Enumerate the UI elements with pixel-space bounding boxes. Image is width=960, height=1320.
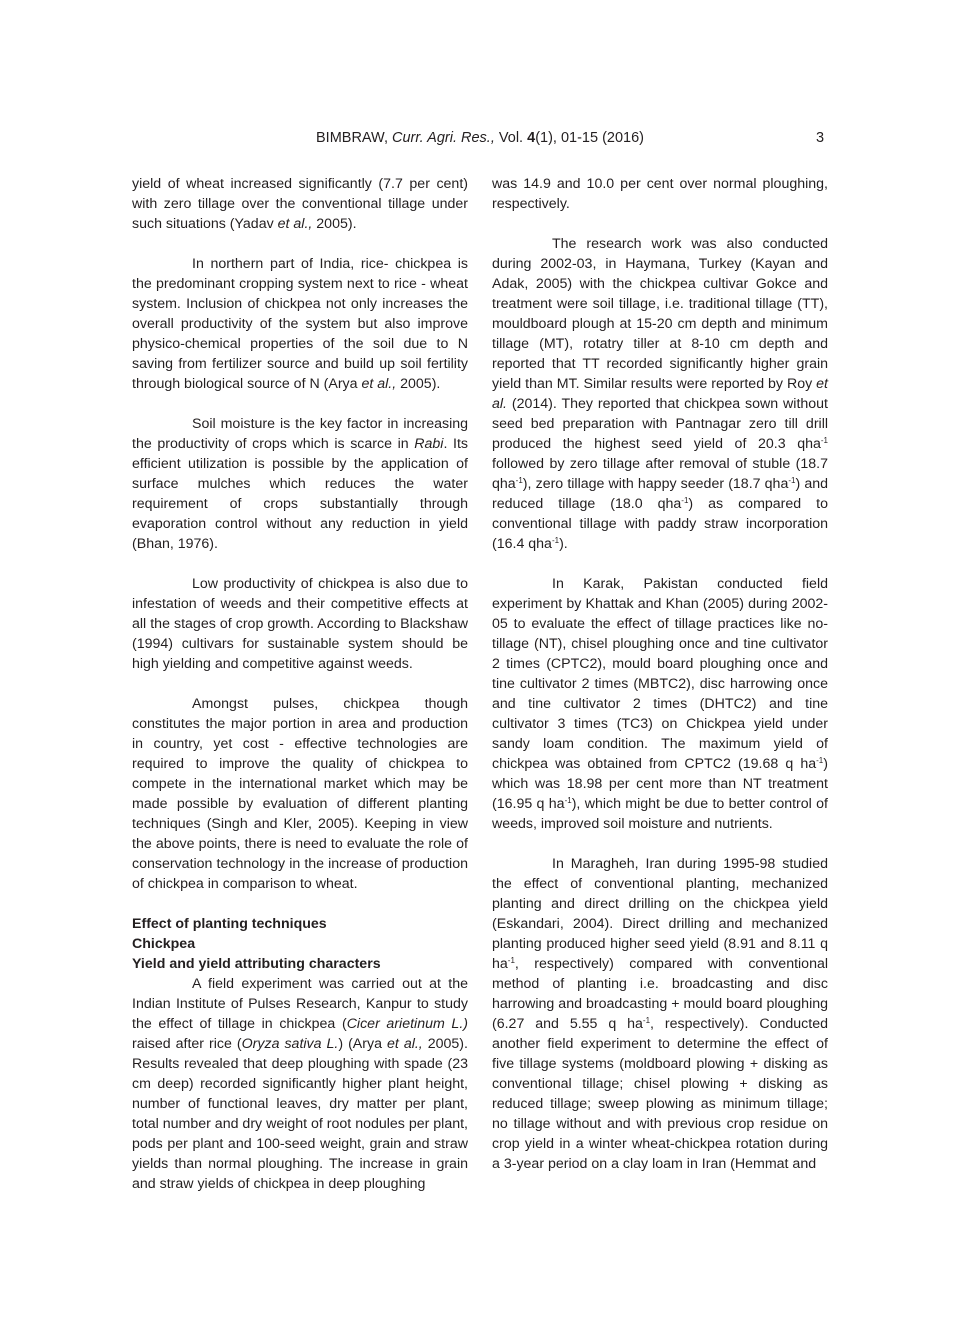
text: In Karak, Pakistan conducted field experiment by Khattak and Khan (2005) during 2002-05 to evaluate the effect of tillage practices like no-tillage (NT), chisel ploughing once and tine cultivator 2 times (CPTC2), mould board ploughing once and tine cultivator 2 times (MBTC2), disc harrowing once and tine cultivator 2 times (DHTC2) and tine cultivator 3 times (TC3) on Chickpea yield under sandy loam condition. The maximum yield of chickpea was obtained from CPTC2 (19.68 q ha [492,576,828,772]
paragraph [132,414,468,554]
text: ), which might be due to better control of weeds, improved soil moisture and nutrients. [492,796,828,832]
paragraph: Amongst pulses, chickpea though constitutes the major portion in area and production in country, yet cost - effective technologies are required to improve the quality of chickpea to compete in the international market which may be made possible by evaluation of different planting techniques (Singh and Kler, 2005). Keeping in view the above points, there is need to evaluate the role of conservation technology in the increase of production of chickpea in comparison to wheat. [132,696,468,892]
paragraph [132,974,468,1194]
text: Soil moisture is the key factor in increasing the productivity of crops which is scarce in [132,416,468,452]
text-italic: et al., [386,1036,423,1052]
text: yield of wheat increased significantly (7.7 per cent) with zero tillage over the conventional tillage under such situations (Yadav [132,176,468,232]
superscript: -1 [642,1016,651,1025]
header-journal: Curr. Agri. Res., [392,130,495,146]
text-italic: Rabi [414,436,444,452]
paragraph [492,854,828,1174]
text: In Maragheh, Iran during 1995-98 studied the effect of conventional planting, mechanized planting and direct drilling on the chickpea yield (Eskandari, 2004). Direct drilling and mechanized planting produced higher seed yield (8.91 and 8.11 q ha [492,856,828,972]
text: followed by zero tillage after removal of stuble (18.7 qha [492,456,828,492]
right-column [492,174,828,1174]
paragraph [492,574,828,834]
text: 2005). [312,216,357,232]
left-column [132,174,468,1194]
superscript: -1 [507,956,515,965]
paragraph [492,234,828,554]
section-heading: Effect of planting techniques [132,916,327,932]
paragraph [132,174,468,234]
text: ) which was 18.98 per cent more than NT treatment (16.95 q ha [492,756,828,812]
superscript: -1 [551,536,560,545]
paragraph: was 14.9 and 10.0 per cent over normal ploughing, respectively. [492,176,828,212]
text: ), zero tillage with happy seeder (18.7 qha [522,476,789,492]
text: (2014). They reported that chickpea sown without seed bed preparation with Pantnagar zero till drill produced the highest seed yield of 20.3 qha [492,396,828,452]
subsection-heading: Chickpea [132,936,196,952]
text: , respectively). Conducted another field experiment to determine the effect of five tillage systems (moldboard plowing + disking as conventional tillage; chisel plowing + disking as reduced tillage; sweep plowing as minimum tillage; no tillage without and with previous crop residue on crop yield in a winter wheat-chickpea rotation during a 3-year period on a clay loam in Iran (Hemmat and [492,1016,828,1172]
text: ). [559,536,568,552]
text: raised after rice ( [132,1036,242,1052]
text: , respectively) compared with conventional method of planting i.e. broadcasting and disc harrowing and broadcasting + mould board ploughing (6.27 and 5.55 q ha [492,956,828,1032]
text-italic: et al., [361,376,397,392]
superscript: -1 [515,476,523,485]
subsubsection-heading: Yield and yield attributing characters [132,956,381,972]
running-header [0,130,960,150]
text-italic: et al. [492,376,828,412]
text-italic: et al., [277,216,313,232]
text: ) as compared to conventional tillage with paddy straw incorporation (16.4 qha [492,496,828,552]
text: . Its efficient utilization is possible by the application of surface mulches which reduces the water requirement of crops substantially through evaporation control without any reduction in yield (Bhan, 1976). [132,436,468,552]
text: 2005). Results revealed that deep ploughing with spade (23 cm deep) recorded significantly higher plant height, number of functional leaves, dry matter per plant, total number and dry weight of root nodules per plant, pods per plant and 100-seed weight, grain and straw yields than normal ploughing. The increase in grain and straw yields of chickpea in deep ploughing [132,1036,468,1192]
superscript: -1 [816,756,824,765]
superscript: -1 [681,496,689,505]
text: The research work was also conducted during 2002-03, in Haymana, Turkey (Kayan and Adak, 2005) with the chickpea cultivar Gokce and treatment were soil tillage, i.e. traditional tillage (TT), mouldboard plough at 15-20 cm depth and minimum tillage (MT), rotatry tiller at 8-10 cm depth and reported that TT recorded significantly higher grain yield than MT. Similar results were reported by Roy [492,236,828,392]
header-issue-pages: (1), 01-15 (2016) [535,130,644,146]
text: In northern part of India, rice- chickpea is the predominant cropping system next to rice - wheat system. Inclusion of chickpea not only increases the overall productivity of the system but also improve physico-chemical properties of the soil due to N saving from fertilizer source and build up soil fertility through biological source of N (Arya [132,256,468,392]
text: A field experiment was carried out at the Indian Institute of Pulses Research, Kanpur to study the effect of tillage in chickpea ( [132,976,468,1032]
header-author: BIMBRAW, [316,130,392,146]
text: 2005). [396,376,441,392]
header-vol-number: 4 [527,130,536,146]
superscript: -1 [564,796,572,805]
superscript: -1 [820,436,828,445]
text: ) (Arya [338,1036,387,1052]
page-number: 3 [816,130,825,146]
paragraph [132,254,468,394]
paragraph: Low productivity of chickpea is also due to infestation of weeds and their competitive effects at all the stages of crop growth. According to Blackshaw (1994) cultivars for sustainable system should be high yielding and competitive against weeds. [132,576,468,672]
text-italic: Cicer arietinum L.) [346,1016,468,1032]
text-italic: Oryza sativa L. [241,1036,339,1052]
superscript: -1 [788,476,796,485]
header-vol-label: Vol. [494,130,528,146]
text: ) and reduced tillage (18.0 qha [492,476,828,512]
